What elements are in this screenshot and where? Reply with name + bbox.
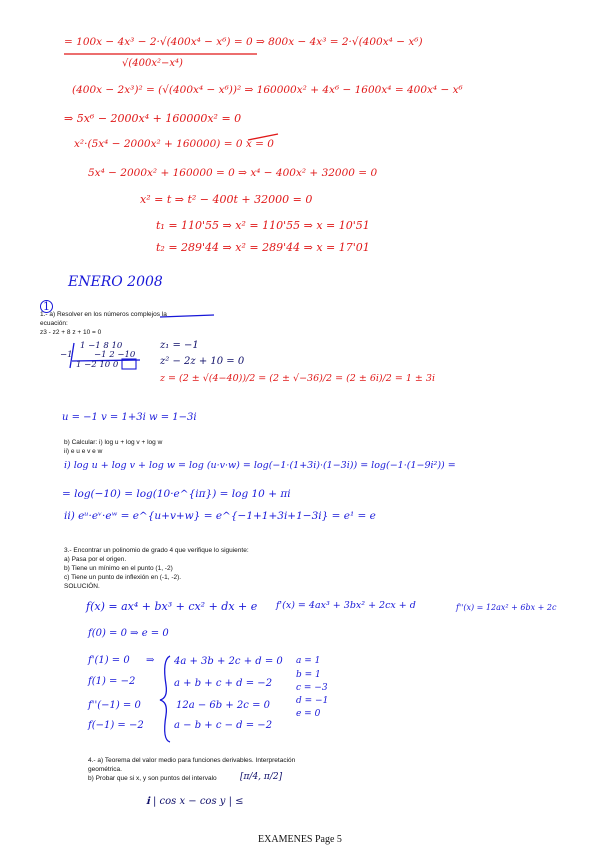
q3-solucion-label: SOLUCIÓN. bbox=[64, 583, 100, 590]
q1b-ii-line: ii) eᵘ·eᵛ·eʷ = e^{u+v+w} = e^{−1+1+3i+1−3i} = e¹ = e bbox=[64, 510, 376, 522]
exam-heading: ENERO 2008 bbox=[68, 274, 163, 290]
condition-2: f'(1) = 0 bbox=[88, 655, 130, 666]
system-eq-4: a − b + c − d = −2 bbox=[174, 720, 273, 731]
hw-line-4: x²·(5x⁴ − 2000x² + 160000) = 0 x = 0 bbox=[74, 138, 274, 150]
hw-line-2: (400x − 2x³)² = (√(400x⁴ − x⁶))² ⇒ 160000x² + 4x⁶ − 1600x⁴ = 400x⁴ − x⁶ bbox=[72, 84, 463, 96]
q1-equation: z3 - z2 + 8 z + 10 = 0 bbox=[40, 329, 102, 336]
solution-a: a = 1 bbox=[296, 656, 321, 666]
solution-b: b = 1 bbox=[296, 670, 321, 680]
solution-d: d = −1 bbox=[296, 696, 329, 706]
root-z1: z₁ = −1 bbox=[160, 340, 199, 351]
system-eq-2: a + b + c + d = −2 bbox=[174, 678, 273, 689]
hw-line-6: x² = t ⇒ t² − 400t + 32000 = 0 bbox=[140, 193, 313, 206]
q1b-i-line2: = log(−10) = log(10·e^{iπ}) = log 10 + πi bbox=[62, 488, 291, 500]
condition-5: f(−1) = −2 bbox=[88, 720, 144, 731]
q4-interval: [π/4, π/2] bbox=[240, 772, 283, 782]
q3-statement-line2: a) Pasa por el origen. bbox=[64, 556, 127, 563]
q4-statement-line3: b) Probar que si x, y son puntos del intervalo bbox=[88, 775, 217, 782]
heading-underline bbox=[160, 315, 214, 317]
q4-handwriting: ℹ | cos x − cos y | ≤ bbox=[146, 796, 244, 807]
derivative-f2: f''(x) = 12ax² + 6bx + 2c bbox=[456, 603, 557, 612]
hw-line-7: t₁ = 110'55 ⇒ x² = 110'55 ⇒ x = 10'51 bbox=[156, 219, 370, 232]
page-footer: EXAMENES Page 5 bbox=[258, 834, 342, 845]
system-eq-1: 4a + 3b + 2c + d = 0 bbox=[174, 656, 283, 667]
q4-statement-line1: 4.- a) Teorema del valor medio para funciones derivables. Interpretación bbox=[88, 757, 296, 764]
q1b-statement-ii: ii) e u e v e w bbox=[64, 448, 103, 455]
hw-line-1-denominator: √(400x²−x⁴) bbox=[122, 58, 183, 69]
derivative-f1: f'(x) = 4ax³ + 3bx² + 2cx + d bbox=[276, 600, 416, 611]
hw-line-5: 5x⁴ − 2000x² + 160000 = 0 ⇒ x⁴ − 400x² + 32000 = 0 bbox=[88, 167, 378, 179]
q1b-statement: b) Calcular: i) log u + log v + log w bbox=[64, 439, 163, 446]
hw-line-8: t₂ = 289'44 ⇒ x² = 289'44 ⇒ x = 17'01 bbox=[156, 241, 370, 254]
condition-3: f(1) = −2 bbox=[88, 676, 136, 687]
q1-statement-line1: 1.- a) Resolver en los números complejos la bbox=[40, 311, 167, 318]
system-brace bbox=[160, 656, 170, 742]
q1b-i-line1: i) log u + log v + log w = log (u·v·w) = log(−1·(1+3i)·(1−3i)) = log(−1·(1−9i²)) = bbox=[64, 460, 456, 471]
q1-statement-line2: ecuación: bbox=[40, 320, 68, 327]
ruffini-row-3: 1 −2 10 0 bbox=[76, 360, 119, 370]
implies-arrow: ⇒ bbox=[146, 655, 155, 666]
hw-line-3: ⇒ 5x⁶ − 2000x⁴ + 160000x² = 0 bbox=[64, 112, 242, 125]
system-eq-3: 12a − 6b + 2c = 0 bbox=[176, 700, 270, 711]
polynomial-f: f(x) = ax⁴ + bx³ + cx² + dx + e bbox=[86, 600, 258, 613]
q3-statement-line1: 3.- Encontrar un polinomio de grado 4 que verifique lo siguiente: bbox=[64, 547, 249, 554]
ruffini-row-1: 1 −1 8 10 bbox=[80, 341, 123, 351]
ruffini-row-2: −1 2 −10 bbox=[94, 350, 136, 360]
solution-e: e = 0 bbox=[296, 709, 321, 719]
hw-line-1: = 100x − 4x³ − 2·√(400x⁴ − x⁶) = 0 ⇒ 800x − 4x³ = 2·√(400x⁴ − x⁶) bbox=[64, 36, 423, 48]
quadratic-equation: z² − 2z + 10 = 0 bbox=[160, 356, 245, 367]
ruffini-root: −1 bbox=[60, 350, 73, 360]
condition-4: f''(−1) = 0 bbox=[88, 700, 141, 711]
q3-statement-line3: b) Tiene un mínimo en el punto (1, -2) bbox=[64, 565, 173, 572]
quadratic-solution: z = (2 ± √(4−40))/2 = (2 ± √−36)/2 = (2 ± 6i)/2 = 1 ± 3i bbox=[160, 373, 435, 384]
condition-1: f(0) = 0 ⇒ e = 0 bbox=[88, 628, 169, 639]
q3-statement-line4: c) Tiene un punto de inflexión en (-1, -2). bbox=[64, 574, 182, 581]
question-number-circle: 1 bbox=[40, 300, 53, 313]
roots-uvw: u = −1 v = 1+3i w = 1−3i bbox=[62, 412, 197, 423]
q4-statement-line2: geométrica. bbox=[88, 766, 122, 773]
solution-c: c = −3 bbox=[296, 683, 328, 693]
